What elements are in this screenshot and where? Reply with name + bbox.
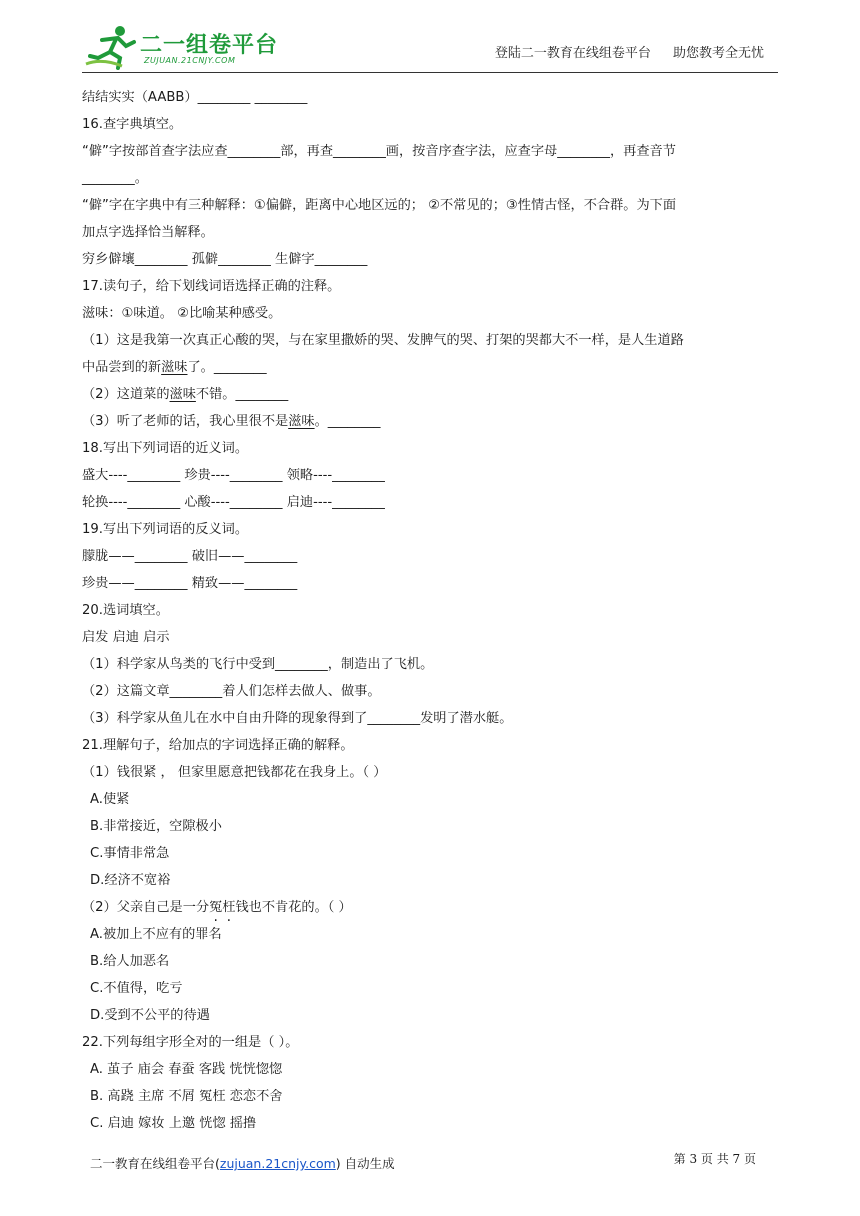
underlined-word: 滋味: [169, 387, 196, 402]
text-line: （3）科学家从鱼儿在水中自由升降的现象得到了________发明了潜水艇。: [82, 711, 513, 726]
platform-login-link[interactable]: 登陆二一教育在线组卷平台: [494, 46, 651, 61]
text-span: （2）父亲自己是一分: [82, 900, 210, 915]
text-line: [82, 408, 782, 435]
text-line: （2）这篇文章________着人们怎样去做人、做事。: [82, 684, 381, 699]
text-span: 中品尝到的新: [82, 360, 162, 375]
option-b: B. 高跷 主席 不屑 冤枉 恋恋不舍: [90, 1089, 283, 1104]
text-line: 轮换----________ 心酸----________ 启迪----________: [82, 495, 385, 510]
question-19-title: 19.写出下列词语的反义词。: [82, 522, 249, 537]
text-span: 。________: [314, 414, 381, 429]
footer-text: ) 自动生成: [335, 1156, 395, 1171]
text-line: 结结实实（AABB）________ ________: [82, 90, 308, 105]
text-line: “僻”字按部首查字法应查________部，再查________画，按音序查字法，应查字母________，再查音节: [82, 144, 676, 159]
text-line: 珍贵——________ 精致——________: [82, 576, 298, 591]
text-span: 钱也不肯花的。（ ）: [235, 900, 352, 915]
header-slogan: [495, 42, 764, 61]
question-21-title: 21.理解句子，给加点的字词选择正确的解释。: [82, 738, 354, 753]
underlined-word: 滋味: [161, 360, 188, 375]
footer-text: 二一教育在线组卷平台(: [90, 1156, 220, 1171]
option-b: B.给人加恶名: [90, 954, 170, 969]
slogan-text: 助您教考全无忧: [672, 46, 764, 61]
option-c: C.不值得，吃亏: [90, 981, 183, 996]
question-18-title: 18.写出下列词语的近义词。: [82, 441, 249, 456]
text-line: （1）这是我第一次真正心酸的哭，与在家里撒娇的哭、发脾气的哭、打架的哭都大不一样，是人生道路: [82, 333, 684, 348]
text-line: （1）钱很紧 ， 但家里愿意把钱都花在我身上。（ ）: [82, 765, 387, 780]
option-d: D.受到不公平的待遇: [90, 1008, 210, 1023]
runner-logo-icon: [82, 22, 142, 70]
text-line: 滋味：①味道。 ②比喻某种感受。: [82, 306, 282, 321]
option-a: A.被加上不应有的罪名: [90, 927, 222, 942]
text-line: （1）科学家从鸟类的飞行中受到________，制造出了飞机。: [82, 657, 434, 672]
site-logo[interactable]: [82, 22, 282, 70]
logo-text: 二一组卷平台: [140, 33, 279, 58]
text-line: 启发 启迪 启示: [82, 630, 170, 645]
page-number: 第 3 页 共 7 页: [673, 1152, 756, 1166]
text-line: [82, 381, 782, 408]
text-line: 穷乡僻壤________ 孤僻________ 生僻字________: [82, 252, 368, 267]
text-span: 了。________: [187, 360, 267, 375]
option-a: A. 茧子 庙会 春蚕 客践 恍恍惚惚: [90, 1062, 283, 1077]
page-header: [82, 22, 778, 73]
question-16-title: 16.查字典填空。: [82, 117, 183, 132]
question-22-title: 22.下列每组字形全对的一组是（ ）。: [82, 1035, 299, 1050]
underlined-word: 滋味: [288, 414, 315, 429]
text-line: “僻”字在字典中有三种解释：①偏僻，距离中心地区远的； ②不常见的；③性情古怪，不合群。为下面: [82, 198, 677, 213]
dotted-char: 冤: [209, 900, 223, 915]
text-line: 朦胧——________ 破旧——________: [82, 549, 298, 564]
text-span: 不错。________: [195, 387, 289, 402]
text-line: [82, 894, 782, 921]
worksheet-content: [82, 84, 782, 1137]
text-span: （2）这道菜的: [82, 387, 170, 402]
option-b: B.非常接近，空隙极小: [90, 819, 222, 834]
option-c: C.事情非常急: [90, 846, 170, 861]
option-a: A.使紧: [90, 792, 130, 807]
question-17-title: 17.读句子，给下划线词语选择正确的注释。: [82, 279, 341, 294]
text-line: 盛大----________ 珍贵----________ 领略----________: [82, 468, 385, 483]
option-d: D.经济不宽裕: [90, 873, 171, 888]
text-line: ________。: [82, 171, 148, 186]
text-line: 加点字选择恰当解释。: [82, 225, 214, 240]
logo-subtitle: ZUJUAN.21CNJY.COM: [144, 56, 236, 65]
dotted-char: 枉: [222, 900, 236, 915]
option-c: C. 启迪 嫁妆 上邀 恍惚 摇撸: [90, 1116, 257, 1131]
question-20-title: 20.选词填空。: [82, 603, 169, 618]
footer-source: [90, 1154, 395, 1172]
footer-link[interactable]: zujuan.21cnjy.com: [219, 1156, 336, 1171]
text-line: [82, 354, 782, 381]
text-span: （3）听了老师的话，我心里很不是: [82, 414, 289, 429]
